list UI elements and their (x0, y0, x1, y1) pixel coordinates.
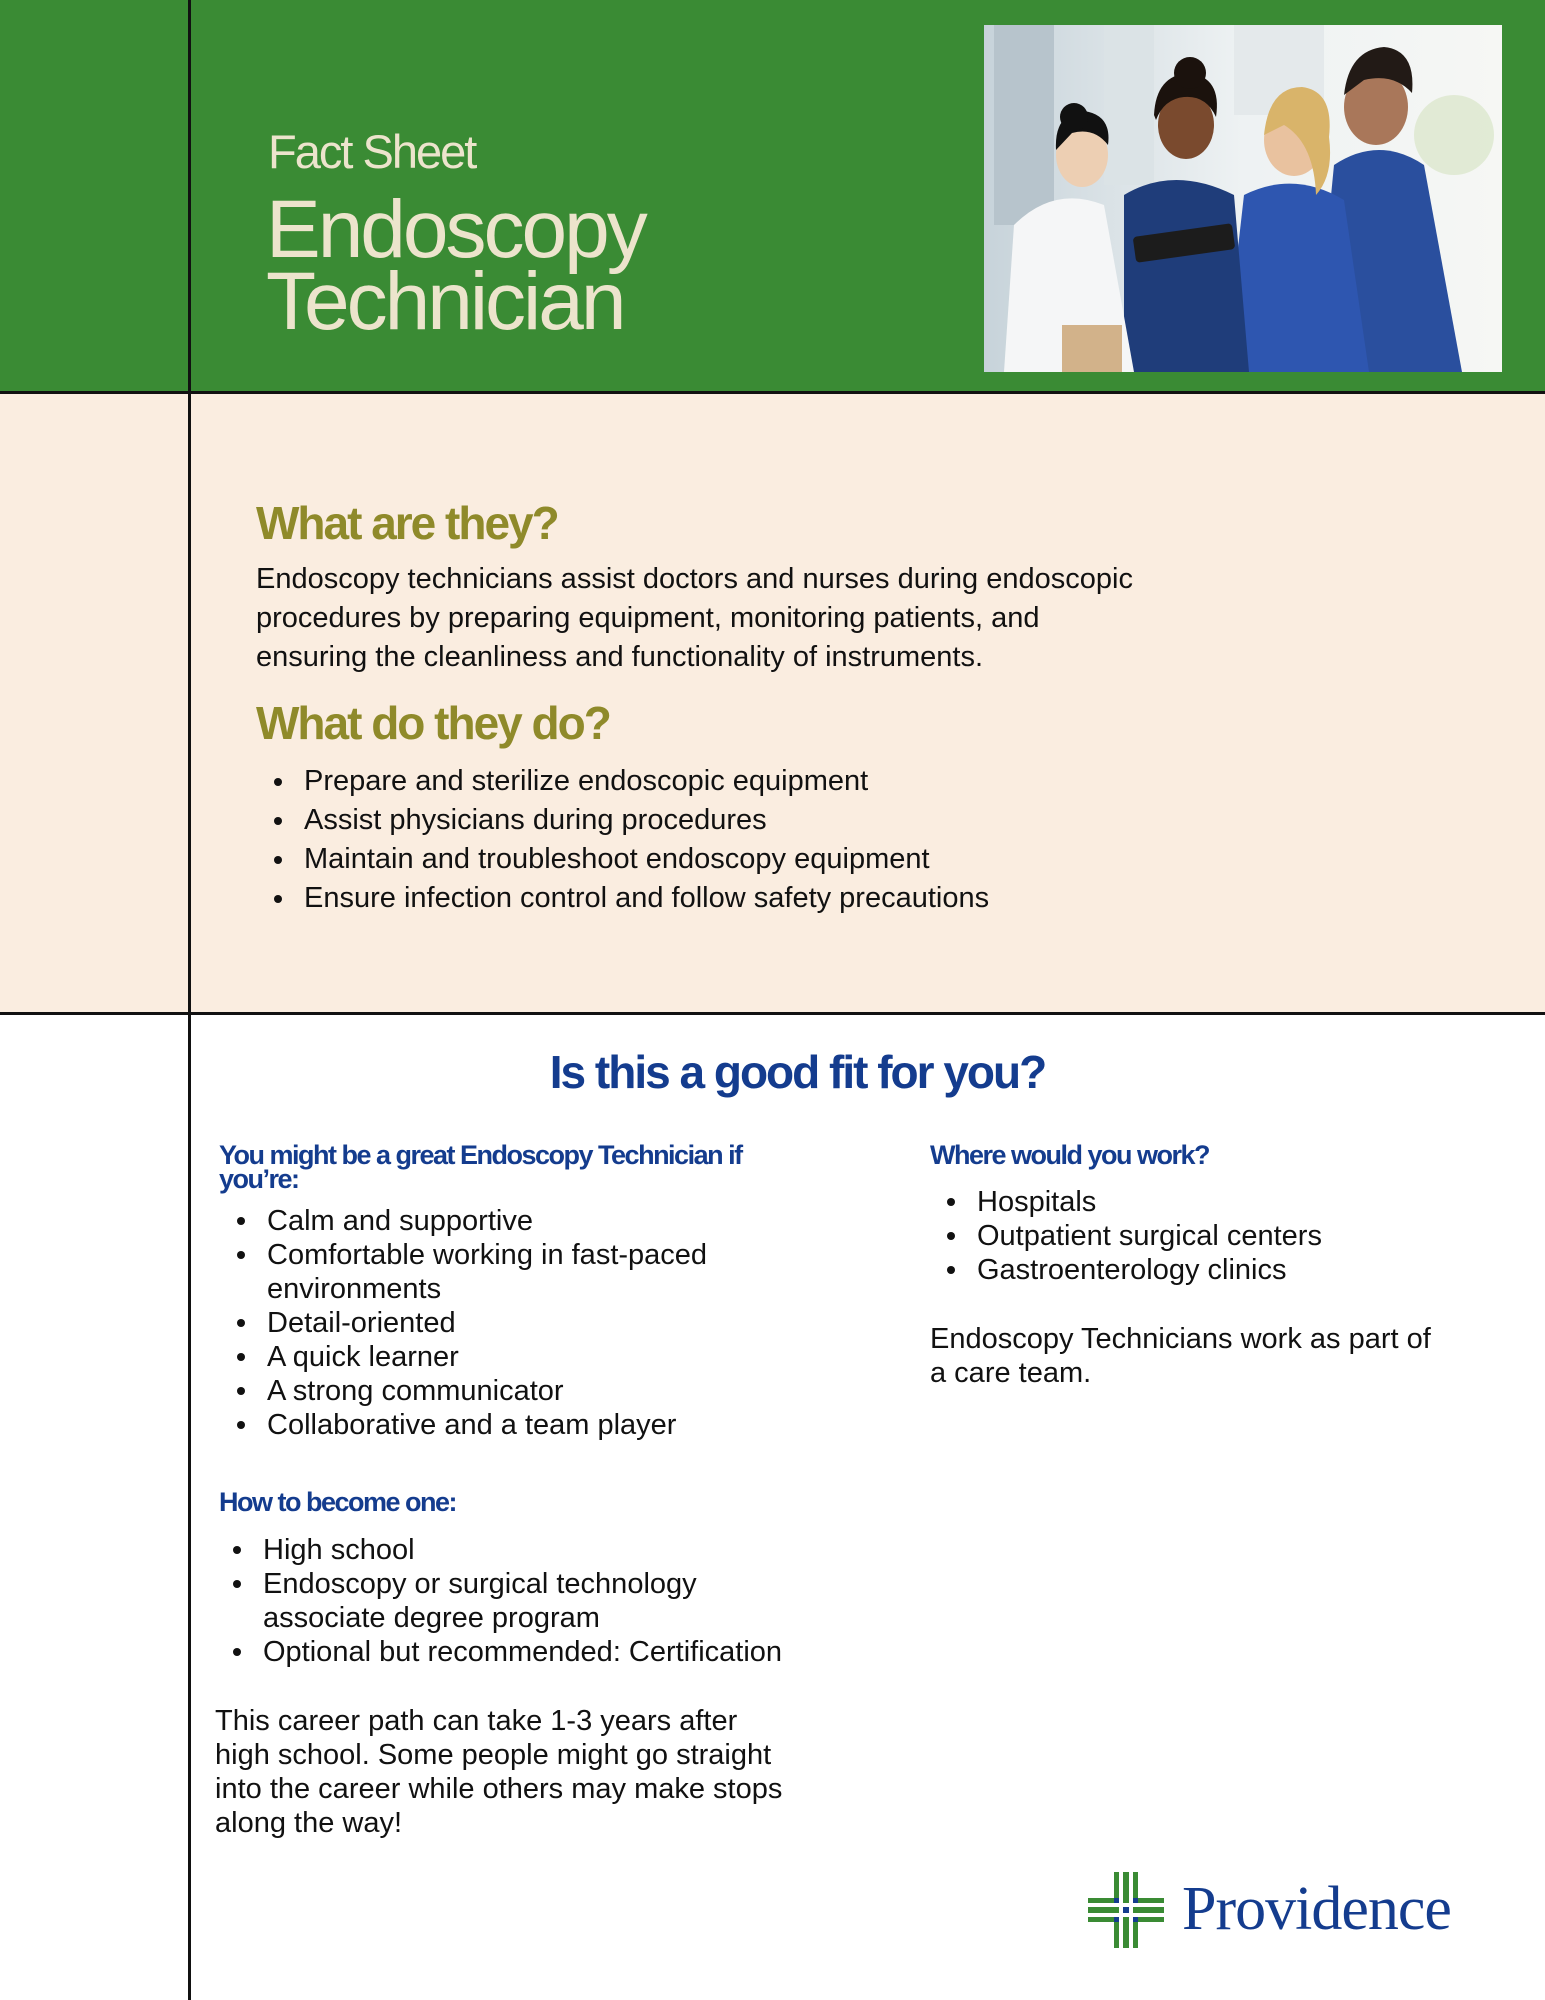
list-item: Hospitals (945, 1185, 1322, 1219)
list-item: High school (231, 1533, 782, 1567)
traits-heading (219, 1140, 742, 1194)
title-line-1: Endoscopy (266, 184, 645, 275)
page-title (266, 184, 645, 347)
logo-wordmark: Providence (1182, 1875, 1451, 1943)
traits-heading-line: You might be a great Endoscopy Technician if (219, 1140, 742, 1170)
career-path-line: along the way! (215, 1807, 403, 1839)
list-item: Assist physicians during procedures (272, 801, 989, 840)
traits-heading-line: you’re: (219, 1164, 299, 1194)
what-are-they-text (256, 560, 1133, 677)
career-path-line: This career path can take 1-3 years after (215, 1705, 738, 1737)
vertical-rule (188, 0, 191, 2000)
list-item: Comfortable working in fast-paced (235, 1238, 707, 1272)
list-item: Detail-oriented (235, 1306, 707, 1340)
list-item: Calm and supportive (235, 1204, 707, 1238)
list-item: Collaborative and a team player (235, 1408, 707, 1442)
description-line: Endoscopy technicians assist doctors and nurses during endoscopic (256, 563, 1133, 595)
traits-list (235, 1204, 707, 1442)
list-item-continuation: environments (267, 1273, 442, 1305)
providence-logo (1086, 1870, 1486, 1950)
team-photo-illustration (984, 25, 1502, 372)
divider-middle (0, 1012, 1545, 1015)
divider-top (0, 391, 1545, 394)
list-item: Maintain and troubleshoot endoscopy equipment (272, 840, 989, 879)
title-line-2: Technician (266, 256, 624, 347)
description-line: procedures by preparing equipment, monitoring patients, and (256, 602, 1040, 634)
become-heading: How to become one: (219, 1487, 457, 1517)
what-do-they-do-heading: What do they do? (256, 697, 610, 749)
duties-list (272, 762, 989, 918)
list-item: Prepare and sterilize endoscopic equipment (272, 762, 989, 801)
list-item: Optional but recommended: Certification (231, 1635, 782, 1669)
list-item: Gastroenterology clinics (945, 1253, 1322, 1287)
list-item: Endoscopy or surgical technology (231, 1567, 782, 1601)
career-path-line: high school. Some people might go straight (215, 1739, 772, 1771)
workplaces-list (945, 1185, 1322, 1287)
what-are-they-heading: What are they? (256, 497, 558, 549)
description-line: ensuring the cleanliness and functionality of instruments. (256, 641, 984, 673)
cross-icon (1086, 1870, 1166, 1950)
become-list (231, 1533, 782, 1669)
list-item: A quick learner (235, 1340, 707, 1374)
description-panel (0, 392, 1545, 1013)
good-fit-heading: Is this a good fit for you? (549, 1046, 1046, 1098)
fact-sheet-label: Fact Sheet (268, 125, 476, 178)
list-item: Ensure infection control and follow safety precautions (272, 879, 989, 918)
list-item: A strong communicator (235, 1374, 707, 1408)
list-item: Outpatient surgical centers (945, 1219, 1322, 1253)
team-photo (984, 25, 1502, 372)
where-heading: Where would you work? (930, 1140, 1210, 1170)
care-team-line: Endoscopy Technicians work as part of (930, 1323, 1431, 1355)
career-path-text (215, 1704, 782, 1840)
list-item-continuation: associate degree program (263, 1602, 600, 1634)
care-team-line: a care team. (930, 1357, 1092, 1389)
career-path-line: into the career while others may make stops (215, 1773, 783, 1805)
care-team-text (930, 1322, 1431, 1390)
